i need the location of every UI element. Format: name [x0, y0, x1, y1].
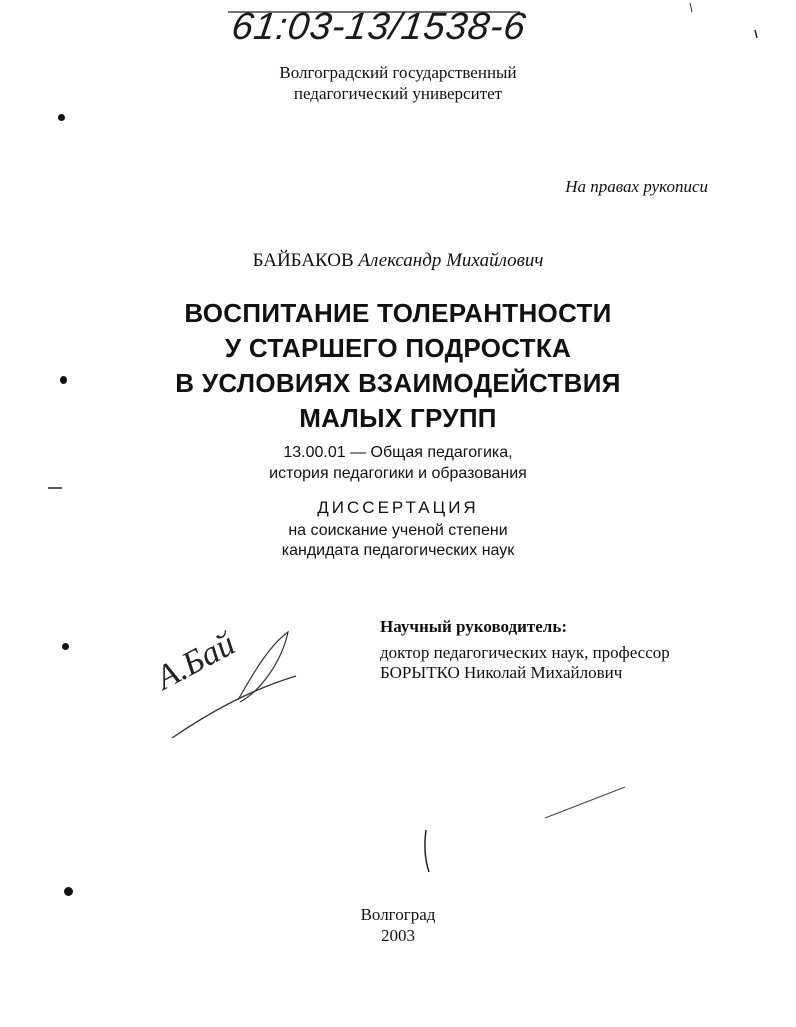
pen-stroke-diagonal [545, 787, 625, 818]
top-edge-mark [690, 3, 692, 12]
dissertation-label: ДИССЕРТАЦИЯ [317, 498, 479, 517]
title-line-1: ВОСПИТАНИЕ ТОЛЕРАНТНОСТИ [184, 298, 612, 328]
binding-hole-3 [62, 643, 69, 650]
binding-hole-2 [60, 376, 67, 384]
advisor-degree: доктор педагогических наук, профессор [380, 643, 670, 662]
binding-hole-4 [64, 887, 73, 896]
title-line-4: МАЛЫХ ГРУПП [299, 403, 497, 433]
advisor-heading: Научный руководитель: [380, 617, 567, 636]
title-line-3: В УСЛОВИЯХ ВЗАИМОДЕЙСТВИЯ [175, 368, 621, 398]
advisor-name: БОРЫТКО Николай Михайлович [380, 663, 623, 682]
place: Волгоград [360, 905, 436, 924]
signature-stroke [172, 676, 296, 738]
signature-loop [238, 632, 288, 702]
binding-hole-1 [58, 114, 65, 121]
university-line-1: Волгоградский государственный [279, 63, 517, 82]
archive-code: 61:03-13/1538-6 [229, 6, 529, 48]
signature-text: А.Бай [150, 625, 242, 698]
specialty-line-1: 13.00.01 — Общая педагогика, [283, 444, 513, 461]
pen-stroke-vertical [425, 830, 429, 872]
dissertation-line-2: кандидата педагогических наук [281, 542, 515, 559]
manuscript-note: На правах рукописи [565, 177, 708, 196]
author-given-names: Александр Михайлович [358, 250, 544, 271]
dissertation-line-1: на соискание ученой степени [288, 522, 508, 539]
year: 2003 [381, 926, 415, 945]
margin-tick [755, 30, 757, 38]
author-surname: БАЙБАКОВ [252, 250, 354, 271]
university-line-2: педагогический университет [293, 84, 503, 103]
specialty-line-2: история педагогики и образования [269, 465, 527, 482]
title-line-2: У СТАРШЕГО ПОДРОСТКА [224, 333, 572, 363]
